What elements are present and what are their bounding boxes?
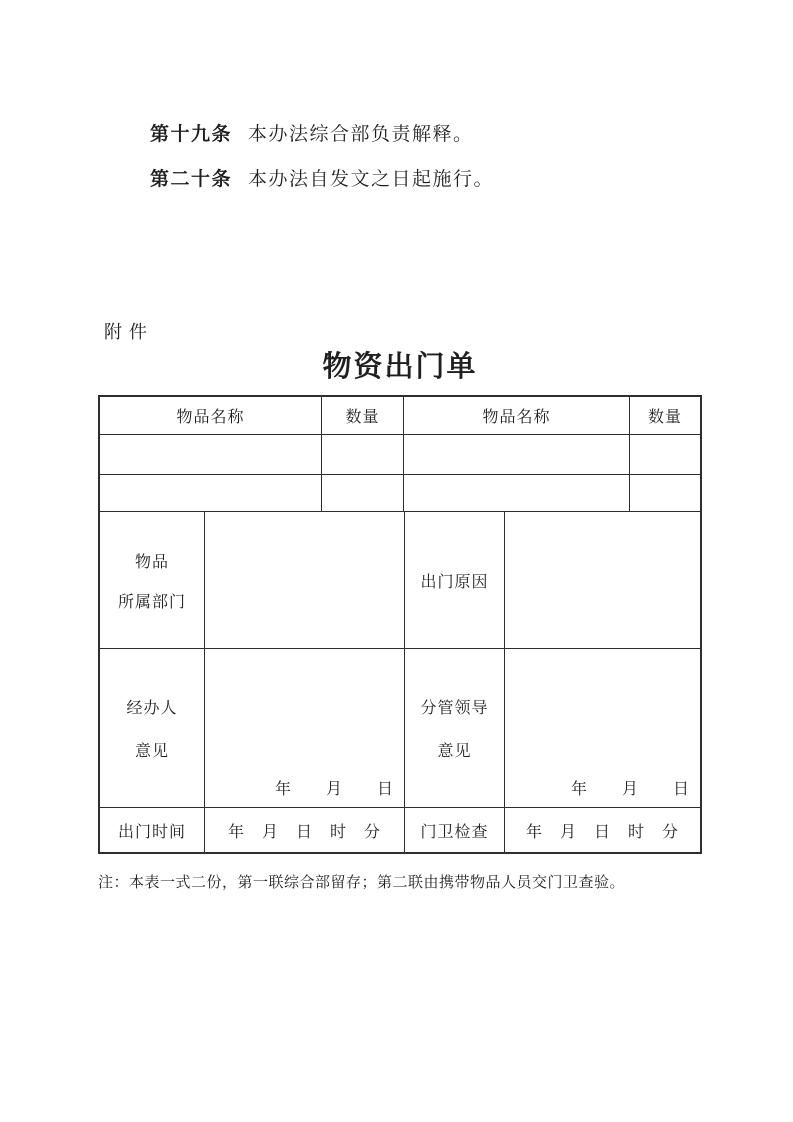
exit-time-value-cell[interactable]: 年 月 日 时 分 [205, 808, 405, 852]
leader-date-placeholder: 年 月 日 [570, 781, 690, 798]
handler-label-line1: 经办人 [126, 700, 178, 717]
department-label-line1: 物品 [134, 553, 169, 571]
item-name-input-cell[interactable] [100, 435, 322, 474]
item-name-input-cell[interactable] [404, 475, 630, 511]
department-reason-row [100, 512, 700, 649]
item-name-input-cell[interactable] [404, 435, 630, 474]
opinions-row [100, 649, 700, 808]
exit-reason-input-cell[interactable] [505, 512, 700, 648]
quantity-input-cell[interactable] [630, 475, 700, 511]
article-number: 第十九条 [150, 124, 233, 145]
handler-opinion-input-cell[interactable] [205, 649, 405, 807]
leader-opinion-label-cell [405, 649, 505, 807]
quantity-input-cell[interactable] [322, 435, 404, 474]
article-text: 本办法自发文之日起施行。 [248, 169, 495, 190]
footnote-text: 注：本表一式二份，第一联综合部留存；第二联由携带物品人员交门卫查验。 [98, 875, 626, 891]
exit-time-label-cell: 出门时间 [100, 808, 205, 852]
body-paragraph [150, 119, 474, 146]
body-paragraph [150, 164, 494, 191]
item-name-input-cell[interactable] [100, 475, 322, 511]
table-header-row [100, 397, 700, 435]
article-number: 第二十条 [150, 169, 233, 190]
exit-reason-label-cell: 出门原因 [405, 512, 505, 648]
leader-label-line2: 意见 [437, 743, 472, 760]
column-header-quantity-1: 数量 [322, 397, 404, 434]
form-title: 物资出门单 [322, 351, 478, 383]
leader-label-line1: 分管领导 [420, 700, 489, 717]
handler-date-placeholder: 年 月 日 [274, 781, 394, 798]
department-input-cell[interactable] [205, 512, 405, 648]
column-header-item-name-2: 物品名称 [404, 397, 630, 434]
blank-entry-row [100, 435, 700, 475]
materials-exit-form-table [98, 395, 702, 854]
quantity-input-cell[interactable] [322, 475, 404, 511]
exit-time-guard-row [100, 808, 700, 852]
handler-opinion-label-cell [100, 649, 205, 807]
attachment-label: 附件 [104, 322, 154, 342]
department-label-cell [100, 512, 205, 648]
column-header-quantity-2: 数量 [647, 409, 682, 426]
department-label-line2: 所属部门 [117, 593, 186, 611]
guard-check-value-cell[interactable]: 年 月 日 时 分 [525, 823, 679, 841]
handler-label-line2: 意见 [134, 743, 169, 760]
article-text: 本办法综合部负责解释。 [248, 124, 474, 145]
quantity-input-cell[interactable] [630, 435, 700, 474]
leader-opinion-input-cell[interactable] [505, 649, 700, 807]
guard-check-label-cell: 门卫检查 [405, 808, 505, 852]
column-header-item-name-1: 物品名称 [100, 397, 322, 434]
blank-entry-row [100, 475, 700, 512]
